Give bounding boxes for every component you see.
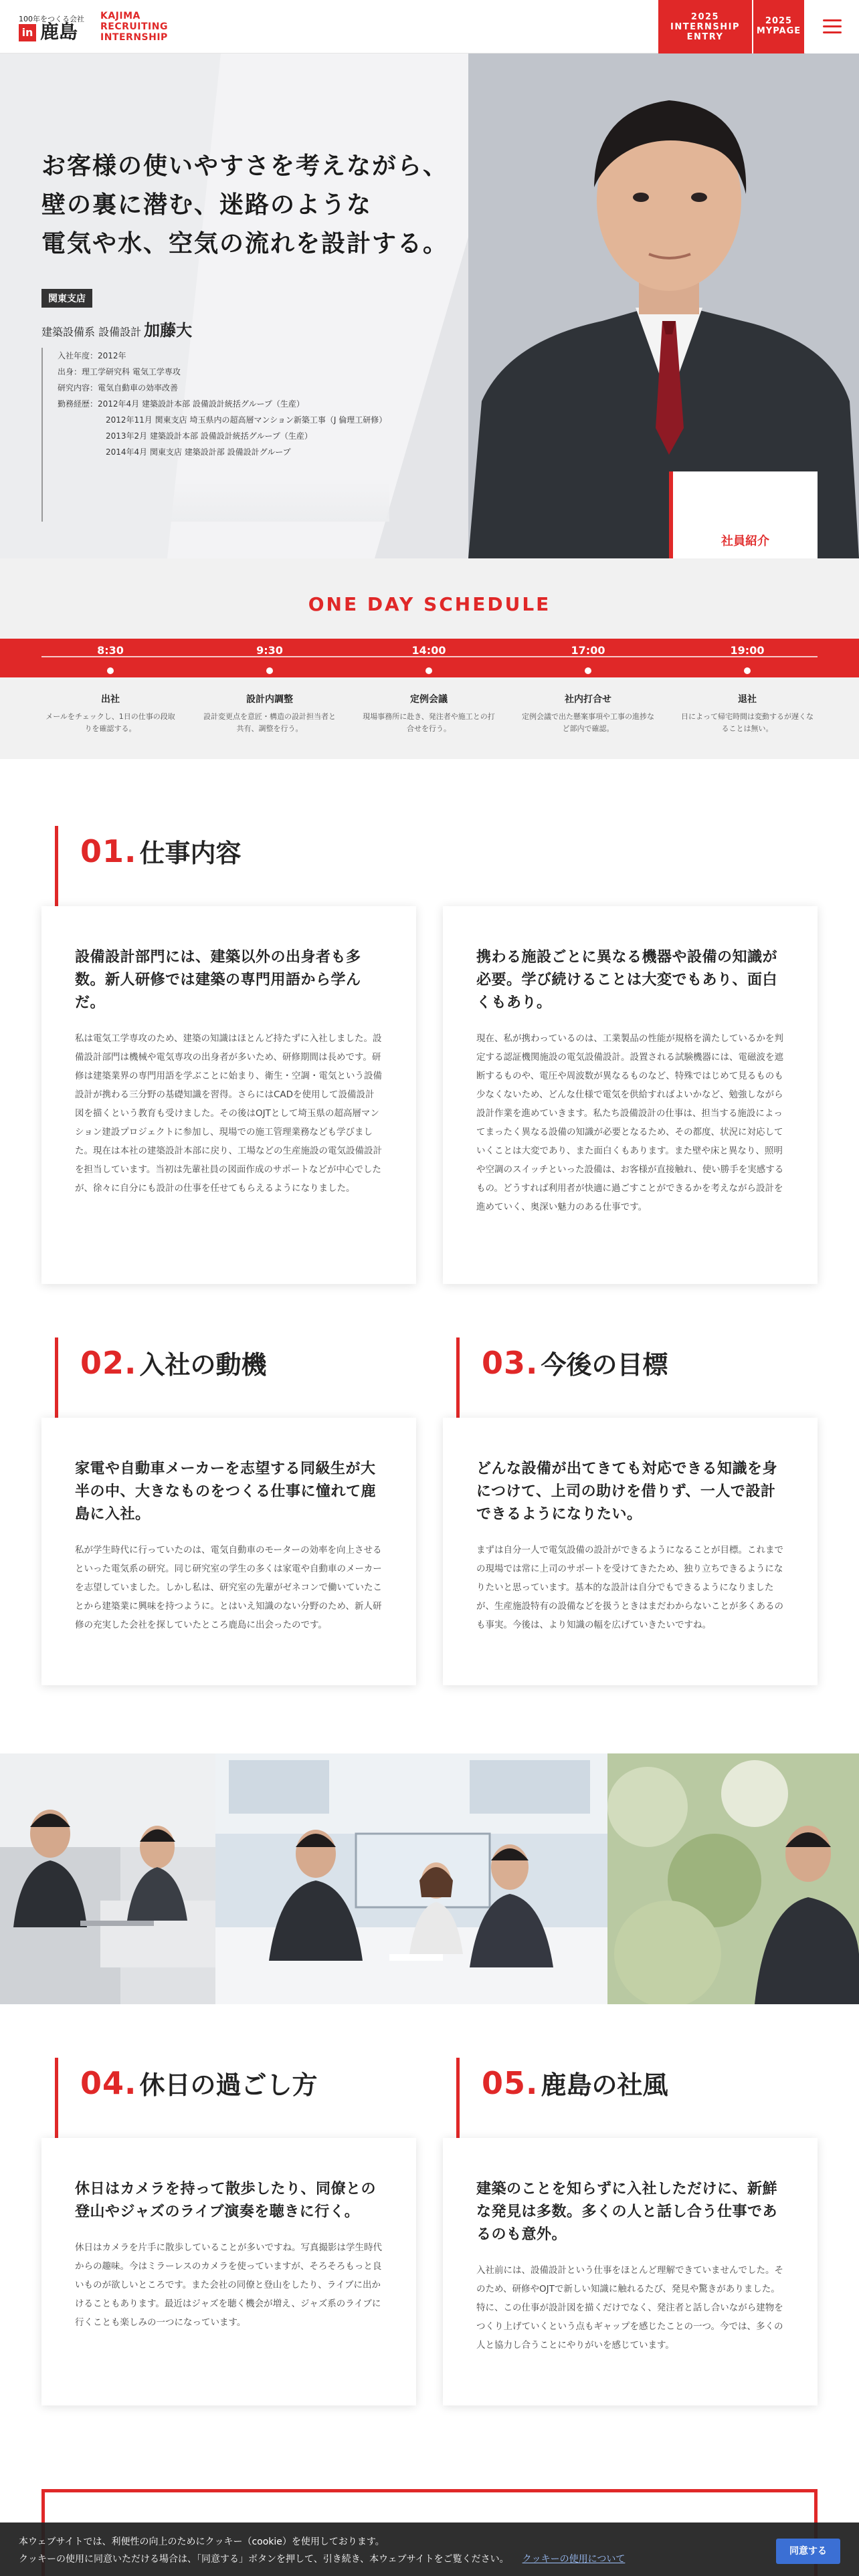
section-title: 今後の目標 [541, 1350, 668, 1380]
one-day-schedule [0, 558, 859, 759]
schedule-title: ONE DAY SCHEDULE [308, 593, 551, 615]
photo-strip [0, 1753, 859, 2004]
profile-origin: 出身：理工学研究科 電気工学専攻 [58, 367, 181, 377]
card-body: 私は電気工学専攻のため、建築の知識はほとんど持たずに入社しました。設備設計部門は機械や電気専攻の出身者が多いため、研修期間は長めです。研修は建築業界の専門用語を学ぶことに始まり、衛生・空調・電気という設備設計が携わる三分野の基礎知識を習得。さらにはCADを使用して設備設計図を描くという教育も受けました。その後はOJTとして埼玉県の超高層マンション建設プロジェクトに参加し、現場での施工管理業務なども学びました。現在は本社の建築設計本部に戻り、工場などの生産施設の電気設備設計を担当しています。当初は先輩社員の図面作成のサポートなどが中心でしたが、徐々に自分にも設計の仕事を任せてもらえるようになりました。 [75, 1033, 382, 1194]
cookie-accept-button[interactable]: 同意する [776, 2539, 840, 2564]
section-title: 休日の過ごし方 [139, 2070, 318, 2100]
office-photo-1 [0, 1753, 215, 2004]
card-body: 休日はカメラを片手に散歩していることが多いですね。写真撮影は学生時代からの趣味。今はミラーレスのカメラを使っていますが、そろそろもっと良いものが欲しいところです。また会社の同僚と登山をしたり、ライブに出かけることもあります。最近はジャズを聴く機会が増え、ジャズ系のライブに行くことも楽しみの一つになっています。 [75, 2242, 382, 2328]
profile-joined: 入社年度：2012年 [58, 351, 126, 360]
mypage-line: MYPAGE [756, 26, 801, 36]
employee-department: 建築設備系 設備設計 [41, 326, 142, 338]
mypage-button[interactable] [753, 0, 804, 53]
section-number: 03. [482, 1345, 539, 1381]
employee-intro-label: 社員紹介 [721, 534, 769, 548]
schedule-dot [425, 667, 432, 674]
schedule-item-desc: メールをチェックし、1日の仕事の段取りを確認する。 [45, 712, 175, 733]
employee-name: 加藤大 [144, 321, 193, 340]
logo-mark-icon: in [19, 24, 36, 41]
profile-research: 研究内容：電気自動車の効率改善 [58, 383, 179, 393]
schedule-dot [585, 667, 591, 674]
hero-copy-line: 電気や水、空気の流れを設計する。 [41, 230, 449, 257]
hero-copy-line: お客様の使いやすさを考えながら、 [41, 152, 449, 180]
schedule-item [521, 692, 655, 735]
card-heading: どんな設備が出てきても対応できる知識を身につけて、上司の助けを借りず、一人で設計できるようになりたい。 [476, 1461, 778, 1523]
job-card-2 [443, 906, 818, 1284]
branch-badge: 関東支店 [41, 289, 92, 308]
section-number: 04. [80, 2065, 137, 2101]
schedule-time: 8:30 [97, 644, 124, 657]
card-body: まずは自分一人で電気設備の設計ができるようになることが目標。これまでの現場では常に上司のサポートを受けてきたため、独り立ちできるようになりたいと思っています。基本的な設計は自分でもできるようになりましたが、生産施設特有の設備などを扱うときはまだわからないことが多くあるのも事実。今後は、より知識の幅を広げていきたいですね。 [476, 1545, 783, 1630]
hero-copy-line: 壁の裏に潜む、迷路のような [41, 191, 373, 219]
site-header [0, 0, 859, 53]
employee-name-line [41, 317, 192, 340]
section-title: 入社の動機 [139, 1350, 267, 1380]
entry-line: 2025 [690, 12, 720, 22]
profile-history-label: 勤務経歴： [58, 399, 98, 409]
entry-line: ENTRY [686, 32, 724, 42]
schedule-item [680, 692, 814, 735]
card-heading: 休日はカメラを持って散歩したり、同僚との登山やジャズのライブ演奏を聴きに行く。 [75, 2181, 377, 2220]
schedule-dot [744, 667, 751, 674]
employee-intro-link[interactable] [669, 471, 818, 558]
hero-catchcopy [41, 147, 448, 263]
mypage-line: 2025 [765, 16, 793, 26]
section-title: 仕事内容 [139, 839, 242, 868]
office-photo-3 [607, 1753, 859, 2004]
card-body: 入社前には、設備設計という仕事をほとんど理解できていませんでした。そのため、研修やOJTで新しい知識に触れるたび、発見や驚きがありました。特に、この仕事が設計図を描くだけでなく、発注者と話し合いながら建物をつくり上げていくという点もギャップを感じたことの一つ。今では、多くの人と協力し合うことにやりがいを感じています。 [476, 2265, 783, 2351]
brand-sub-line: KAJIMA [100, 11, 140, 21]
cookie-text [19, 2533, 625, 2568]
job-card-1 [41, 906, 416, 1284]
goal-card [443, 1418, 818, 1685]
employee-profile [41, 348, 389, 522]
logo-tagline: 100年をつくる会社 [19, 15, 84, 23]
schedule-item-head: 社内打合せ [565, 694, 611, 705]
brand-subtitle [100, 11, 168, 43]
schedule-item-head: 出社 [101, 694, 120, 705]
schedule-item-head: 設計内調整 [246, 694, 293, 705]
schedule-item-desc: 定例会議で出た懸案事項や工事の進捗など部内で確認。 [522, 712, 654, 733]
logo-name: 鹿島 [40, 21, 78, 43]
section-number: 02. [80, 1345, 137, 1381]
section-heading-motive [80, 1344, 267, 1381]
section-title: 鹿島の社風 [541, 2070, 668, 2100]
schedule-time: 14:00 [411, 644, 446, 657]
schedule-item-desc: 日によって帰宅時間は変動するが遅くなることは無い。 [681, 712, 814, 733]
section-heading-job [80, 833, 242, 869]
schedule-time: 19:00 [730, 644, 765, 657]
cookie-policy-link[interactable]: クッキーの使用について [522, 2554, 626, 2565]
brand-sub-line: RECRUITING [100, 21, 168, 32]
schedule-item [362, 692, 496, 735]
section-number: 01. [80, 833, 137, 869]
schedule-item-head: 定例会議 [410, 694, 448, 705]
hamburger-icon[interactable] [805, 0, 859, 53]
hero [0, 53, 859, 558]
entry-line: INTERNSHIP [670, 22, 740, 32]
section-heading-culture [482, 2064, 668, 2101]
card-heading: 家電や自動車メーカーを志望する同級生が大半の中、大きなものをつくる仕事に憧れて鹿島に入社。 [75, 1461, 377, 1523]
cookie-line: 本ウェブサイトでは、利便性の向上のためにクッキー（cookie）を使用しております。 [19, 2537, 385, 2547]
schedule-item-desc: 設計変更点を意匠・構造の設計担当者と共有、調整を行う。 [203, 712, 336, 733]
schedule-item-head: 退社 [738, 694, 757, 705]
card-heading: 携わる施設ごとに異なる機器や設備の知識が必要。学び続けることは大変でもあり、面白くもあり。 [476, 949, 778, 1011]
schedule-item [203, 692, 337, 735]
schedule-dot [107, 667, 114, 674]
schedule-item-desc: 現場事務所に赴き、発注者や施工との打合せを行う。 [363, 712, 495, 733]
cookie-line: クッキーの使用に同意いただける場合は、「同意する」ボタンを押して、引き続き、本ウェブサイトをご覧ください。 [19, 2554, 509, 2565]
brand-sub-line: INTERNSHIP [100, 32, 168, 43]
schedule-item [43, 692, 177, 735]
section-number: 05. [482, 2065, 539, 2101]
cookie-banner [0, 2523, 859, 2576]
profile-history-item: 2013年2月 建築設計本部 設備設計統括グループ（生産） [106, 431, 312, 441]
profile-history-item: 2012年11月 関東支店 埼玉県内の超高層マンション新築工事（J 倫理工研修） [106, 415, 387, 425]
card-heading: 設備設計部門には、建築以外の出身者も多数。新人研修では建築の専門用語から学んだ。 [75, 949, 361, 1011]
section-heading-holiday [80, 2064, 318, 2101]
card-body: 私が学生時代に行っていたのは、電気自動車のモーターの効率を向上させるといった電気系の研究。同じ研究室の学生の多くは家電や自動車のメーカーを志望していました。しかし私は、研究室の先輩がゼネコンで働いていたことから建築業に興味を持つように。とはいえ知識のない分野のため、新人研修の充実した会社を探していたところ鹿島に出会ったのです。 [75, 1545, 382, 1630]
cookie-line-with-link [19, 2551, 625, 2568]
schedule-dot [266, 667, 273, 674]
kajima-logo[interactable] [19, 13, 86, 43]
profile-history-item: 2014年4月 関東支店 建築設計部 設備設計グループ [106, 447, 291, 457]
office-photo-2 [215, 1753, 607, 2004]
schedule-time: 9:30 [256, 644, 283, 657]
section-heading-goal [482, 1344, 668, 1381]
card-body: 現在、私が携わっているのは、工業製品の性能が規格を満たしているかを判定する認証機関施設の電気設備設計。設置される試験機器には、電磁波を遮断するものや、電圧や周波数が異なるものなど、特殊ではじめて見るものも少なくないため、どんな仕様で電気を供給すればよいかなど、勉強しながら設計作業を進めていきます。私たち設備設計の仕事は、担当する施設によってまったく異なる設備の知識が必要となるため、その都度、状況に対応していくことは大変であり、また面白くもあります。また壁や床と異なり、照明や空調のスイッチといった設備は、お客様が直接触れ、使い勝手を実感するもの。どうすれば利用者が快適に過ごすことができるかを考えながら設計を進めていく、奥深い魅力のある仕事です。 [476, 1033, 784, 1212]
internship-entry-button[interactable] [658, 0, 752, 53]
card-heading: 建築のことを知らずに入社しただけに、新鮮な発見は多数。多くの人と話し合う仕事であるのも意外。 [476, 2181, 778, 2243]
motive-card [41, 1418, 416, 1685]
profile-history-item: 2012年4月 建築設計本部 設備設計統括グループ（生産） [98, 399, 304, 409]
profile-history-first [58, 396, 389, 412]
culture-card [443, 2138, 818, 2405]
holiday-card [41, 2138, 416, 2405]
schedule-time: 17:00 [571, 644, 605, 657]
